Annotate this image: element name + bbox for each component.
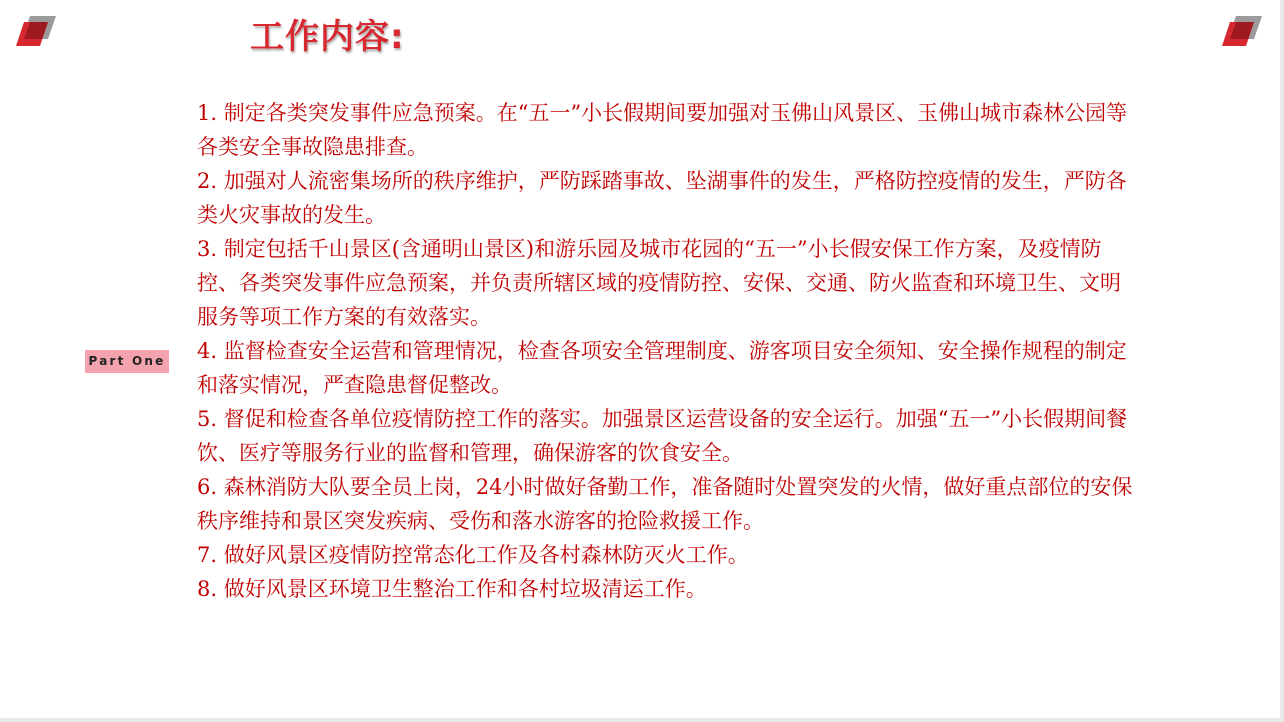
list-item: 4. 监督检查安全运营和管理情况，检查各项安全管理制度、游客项目安全须知、安全操作规程的制定和落实情况，严查隐患督促整改。 (197, 339, 1127, 397)
list-item: 7. 做好风景区疫情防控常态化工作及各村森林防灭火工作。 (197, 543, 749, 567)
list-item: 2. 加强对人流密集场所的秩序维护，严防踩踏事故、坠湖事件的发生，严格防控疫情的发生，严防各类火灾事故的发生。 (197, 169, 1127, 227)
page-title: 工作内容: (250, 17, 405, 57)
section-tag: Part One (85, 350, 169, 373)
list-item: 8. 做好风景区环境卫生整治工作和各村垃圾清运工作。 (197, 577, 707, 601)
logo-icon (1222, 14, 1262, 48)
list-item: 1. 制定各类突发事件应急预案。在“五一”小长假期间要加强对玉佛山风景区、玉佛山城市森林公园等各类安全事故隐患排查。 (197, 101, 1128, 159)
list-item: 5. 督促和检查各单位疫情防控工作的落实。加强景区运营设备的安全运行。加强“五一”小长假期间餐饮、医疗等服务行业的监督和管理，确保游客的饮食安全。 (197, 407, 1128, 465)
logo-icon (16, 14, 56, 48)
list-item: 3. 制定包括千山景区(含通明山景区)和游乐园及城市花园的“五一”小长假安保工作方案，及疫情防控、各类突发事件应急预案，并负责所辖区域的疫情防控、安保、交通、防火监查和环境卫生、文明服务等项工作方案的有效落实。 (197, 237, 1121, 329)
work-content-list (197, 96, 1133, 606)
list-item: 6. 森林消防大队要全员上岗，24小时做好备勤工作，准备随时处置突发的火情，做好重点部位的安保秩序维持和景区突发疾病、受伤和落水游客的抢险救援工作。 (197, 475, 1133, 533)
